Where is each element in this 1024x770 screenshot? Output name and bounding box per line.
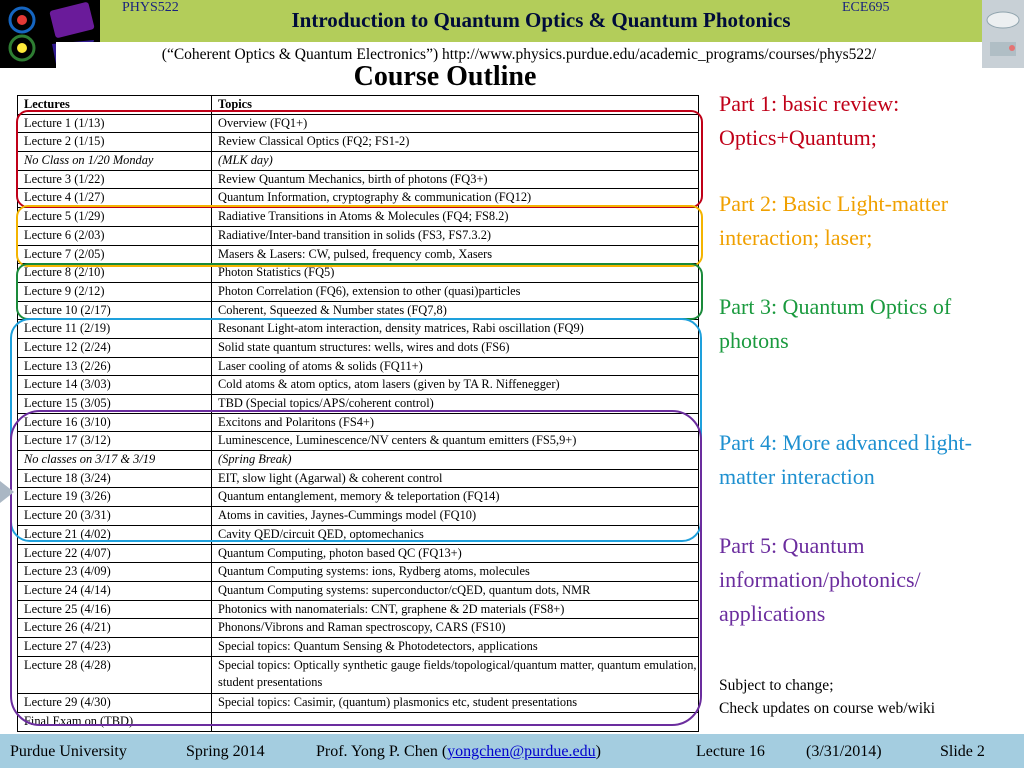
table-row (18, 301, 699, 320)
course-subtitle: (“Coherent Optics & Quantum Electronics”) http://www.physics.purdue.edu/academic_programs/courses/phys522/ (56, 42, 982, 68)
topic-cell: Photon Statistics (FQ5) (212, 264, 699, 283)
table-row (18, 507, 699, 526)
topic-cell (212, 712, 699, 731)
lecture-cell: Lecture 26 (4/21) (18, 619, 212, 638)
table-row (18, 133, 699, 152)
footer-slide-number: Slide 2 (940, 743, 985, 760)
schedule-note (719, 674, 935, 720)
note-line-1: Subject to change; (719, 677, 834, 694)
lecture-cell: Lecture 9 (2/12) (18, 282, 212, 301)
footer-instructor-suffix: ) (595, 743, 601, 760)
table-row (18, 320, 699, 339)
footer-term: Spring 2014 (186, 743, 265, 760)
lecture-cell: Lecture 25 (4/16) (18, 600, 212, 619)
slide-nav-arrow-icon[interactable] (0, 481, 14, 503)
topic-cell: Radiative Transitions in Atoms & Molecules (FQ4; FS8.2) (212, 208, 699, 227)
table-row (18, 712, 699, 731)
lecture-cell: Lecture 11 (2/19) (18, 320, 212, 339)
lecture-cell: Lecture 28 (4/28) (18, 656, 212, 694)
topic-cell: Photon Correlation (FQ6), extension to other (quasi)particles (212, 282, 699, 301)
topic-cell: Laser cooling of atoms & solids (FQ11+) (212, 357, 699, 376)
footer-instructor (316, 734, 601, 770)
page-title: Course Outline (353, 61, 537, 92)
table-row (18, 563, 699, 582)
topic-cell: Resonant Light-atom interaction, density matrices, Rabi oscillation (FQ9) (212, 320, 699, 339)
topic-cell: TBD (Special topics/APS/coherent control) (212, 395, 699, 414)
table-row (18, 619, 699, 638)
table-row (18, 282, 699, 301)
topic-cell: Special topics: Quantum Sensing & Photodetectors, applications (212, 637, 699, 656)
topic-cell: Review Classical Optics (FQ2; FS1-2) (212, 133, 699, 152)
table-row (18, 395, 699, 414)
lecture-cell: Lecture 23 (4/09) (18, 563, 212, 582)
table-row (18, 245, 699, 264)
lecture-cell: No Class on 1/20 Monday (18, 152, 212, 171)
lecture-cell: Lecture 17 (3/12) (18, 432, 212, 451)
part-5-label: Part 5: Quantum information/photonics/ applications (719, 533, 921, 626)
table-row (18, 600, 699, 619)
slide-footer (0, 734, 1024, 768)
table-row (18, 488, 699, 507)
topic-cell: Photonics with nanomaterials: CNT, graphene & 2D materials (FS8+) (212, 600, 699, 619)
table-row (18, 152, 699, 171)
table-row (18, 376, 699, 395)
table-row (18, 581, 699, 600)
part-1-label: Part 1: basic review: Optics+Quantum; (719, 91, 900, 150)
topic-cell: Masers & Lasers: CW, pulsed, frequency comb, Xasers (212, 245, 699, 264)
topic-cell: (MLK day) (212, 152, 699, 171)
table-row (18, 432, 699, 451)
lecture-cell: Lecture 14 (3/03) (18, 376, 212, 395)
topic-cell: Excitons and Polaritons (FS4+) (212, 413, 699, 432)
table-row (18, 226, 699, 245)
footer-date: (3/31/2014) (806, 743, 882, 760)
table-row (18, 656, 699, 694)
topic-cell: Phonons/Vibrons and Raman spectroscopy, CARS (FS10) (212, 619, 699, 638)
table-row (18, 264, 699, 283)
topic-cell: Coherent, Squeezed & Number states (FQ7,8) (212, 301, 699, 320)
lecture-cell: Lecture 13 (2/26) (18, 357, 212, 376)
table-row (18, 469, 699, 488)
lecture-cell: Lecture 29 (4/30) (18, 694, 212, 713)
topic-cell: Quantum entanglement, memory & teleportation (FQ14) (212, 488, 699, 507)
lecture-cell: Lecture 22 (4/07) (18, 544, 212, 563)
lecture-cell: Lecture 1 (1/13) (18, 114, 212, 133)
lecture-cell: Lecture 15 (3/05) (18, 395, 212, 414)
footer-instructor-prefix: Prof. Yong P. Chen ( (316, 743, 448, 760)
lecture-cell: Lecture 5 (1/29) (18, 208, 212, 227)
topic-cell: Radiative/Inter-band transition in solids (FS3, FS7.3.2) (212, 226, 699, 245)
lecture-cell: Lecture 16 (3/10) (18, 413, 212, 432)
lecture-cell: Lecture 7 (2/05) (18, 245, 212, 264)
table-row (18, 694, 699, 713)
header-lectures: Lectures (18, 96, 212, 115)
table-header-row (18, 96, 699, 115)
topic-cell: Atoms in cavities, Jaynes-Cummings model (FQ10) (212, 507, 699, 526)
topic-cell: Solid state quantum structures: wells, wires and dots (FS6) (212, 338, 699, 357)
topic-cell: Quantum Computing systems: superconductor/cQED, quantum dots, NMR (212, 581, 699, 600)
topic-cell: Review Quantum Mechanics, birth of photons (FQ3+) (212, 170, 699, 189)
course-code-left: PHYS522 (122, 0, 179, 15)
lecture-cell: Lecture 8 (2/10) (18, 264, 212, 283)
lecture-cell: Lecture 21 (4/02) (18, 525, 212, 544)
topic-cell: Cavity QED/circuit QED, optomechanics (212, 525, 699, 544)
table-row (18, 114, 699, 133)
note-line-2: Check updates on course web/wiki (719, 700, 936, 717)
photonic-device-image (982, 0, 1024, 68)
lecture-cell: Lecture 4 (1/27) (18, 189, 212, 208)
lecture-cell: Lecture 18 (3/24) (18, 469, 212, 488)
lecture-cell: Lecture 24 (4/14) (18, 581, 212, 600)
lecture-cell: Final Exam on (TBD) (18, 712, 212, 731)
topic-cell: Quantum Computing, photon based QC (FQ13+) (212, 544, 699, 563)
table-row (18, 451, 699, 470)
course-outline-table (17, 95, 699, 732)
topic-cell: Quantum Information, cryptography & communication (FQ12) (212, 189, 699, 208)
lecture-cell: Lecture 20 (3/31) (18, 507, 212, 526)
lecture-cell: Lecture 6 (2/03) (18, 226, 212, 245)
footer-lecture: Lecture 16 (696, 743, 765, 760)
topic-cell: Luminescence, Luminescence/NV centers & quantum emitters (FS5,9+) (212, 432, 699, 451)
part-3-label: Part 3: Quantum Optics of photons (719, 294, 952, 353)
table-row (18, 208, 699, 227)
table-row (18, 544, 699, 563)
topic-cell: EIT, slow light (Agarwal) & coherent control (212, 469, 699, 488)
table-row (18, 525, 699, 544)
lecture-cell: Lecture 12 (2/24) (18, 338, 212, 357)
lecture-cell: Lecture 3 (1/22) (18, 170, 212, 189)
topic-cell: Special topics: Optically synthetic gauge fields/topological/quantum matter, quantum emulation, student presentations (212, 656, 699, 694)
lecture-cell: No classes on 3/17 & 3/19 (18, 451, 212, 470)
lecture-cell: Lecture 2 (1/15) (18, 133, 212, 152)
topic-cell: Special topics: Casimir, (quantum) plasmonics etc, student presentations (212, 694, 699, 713)
footer-institution: Purdue University (10, 743, 127, 760)
part-2-label: Part 2: Basic Light-matter interaction; laser; (719, 191, 949, 250)
table-row (18, 189, 699, 208)
topic-cell: (Spring Break) (212, 451, 699, 470)
course-code-right: ECE695 (842, 0, 890, 15)
table-row (18, 413, 699, 432)
table-row (18, 338, 699, 357)
topic-cell: Overview (FQ1+) (212, 114, 699, 133)
table-row (18, 357, 699, 376)
topic-cell: Quantum Computing systems: ions, Rydberg atoms, molecules (212, 563, 699, 582)
topic-cell: Cold atoms & atom optics, atom lasers (given by TA R. Niffenegger) (212, 376, 699, 395)
header-topics: Topics (212, 96, 699, 115)
lecture-cell: Lecture 27 (4/23) (18, 637, 212, 656)
table-row (18, 637, 699, 656)
lecture-cell: Lecture 10 (2/17) (18, 301, 212, 320)
footer-email-link[interactable]: yongchen@purdue.edu (447, 743, 596, 760)
lecture-cell: Lecture 19 (3/26) (18, 488, 212, 507)
table-row (18, 170, 699, 189)
part-4-label: Part 4: More advanced light-matter interaction (719, 430, 972, 489)
course-title: Introduction to Quantum Optics & Quantum Photonics (291, 8, 791, 32)
slide-header (0, 0, 1024, 68)
